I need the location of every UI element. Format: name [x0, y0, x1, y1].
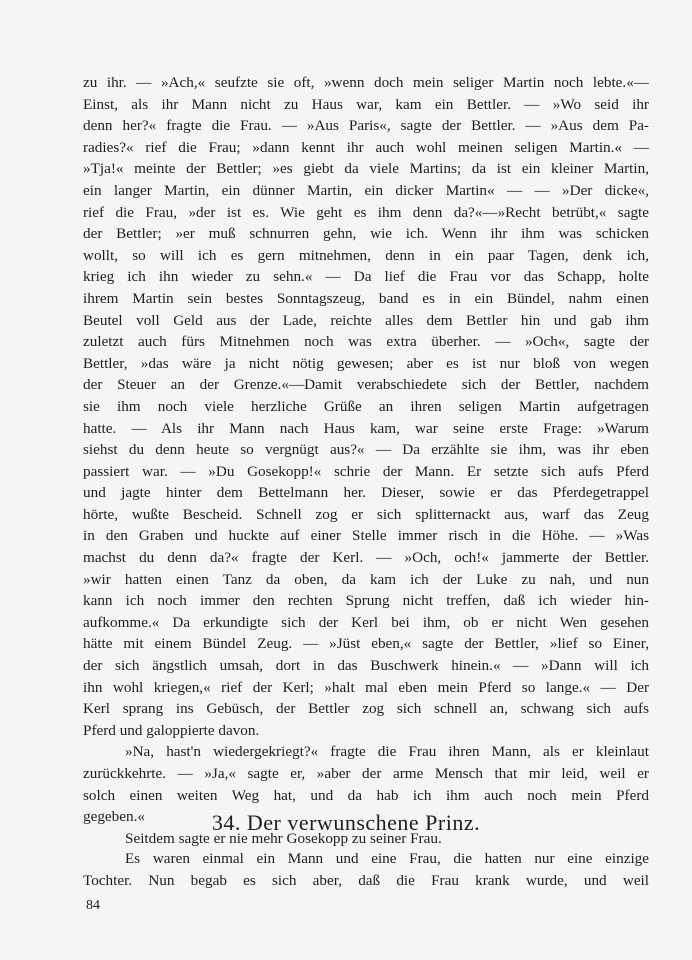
text-line: in den Graben und huckte auf einer Stelle immer risch in die Höhe. — »Was [83, 527, 649, 545]
text-line: siehst du denn heute so vergnügt aus?« — Da erzählte sie ihm, was ihr eben [83, 441, 649, 459]
text-line: krieg ich ihn wieder zu sehn.« — Da lief die Frau vor das Schapp, holte [83, 268, 649, 286]
text-line: Bettler, »das wäre ja nicht nötig gewesen; aber es ist nur bloß von wegen [83, 354, 649, 372]
new-story-text [83, 848, 649, 891]
text-line: sie ihm noch viele herzliche Grüße an ihren seligen Martin aufgetragen [83, 397, 649, 415]
text-line: hörte, wußte Bescheid. Schnell zog er sich splitternackt aus, warf das Zeug [83, 505, 649, 523]
text-line: kann ich noch immer den rechten Sprung nicht treffen, daß ich wieder hin- [83, 592, 649, 610]
text-line: Seitdem sagte er nie mehr Gosekopp zu seiner Frau. [125, 829, 442, 847]
text-line: gegeben.« [83, 808, 145, 826]
text-line: passiert war. — »Du Gosekopp!« schrie der Mann. Er setzte sich aufs Pferd [83, 462, 649, 480]
text-line: Beutel voll Geld aus der Lade, reichte alles dem Bettler hin und gab ihm [83, 311, 649, 329]
text-line: radies?« rief die Frau; »dann kennt ihr auch wohl meinen seligen Martin.« — [83, 138, 649, 156]
page-number: 84 [86, 898, 100, 913]
text-line: und jagte hinter dem Bettelmann her. Dieser, sowie er das Pferdegetrappel [83, 484, 649, 502]
text-line: wollt, so will ich es gern mitnehmen, denn in ein paar Tagen, denk ich, [83, 246, 649, 264]
text-line: solch einen weiten Weg hat, und da hab ich ihm auch noch mein Pferd [83, 786, 649, 804]
text-line: rief die Frau, »der ist es. Wie geht es ihm denn da?«—»Recht betrübt,« sagte [83, 203, 649, 221]
text-line: machst du denn da?« fragte der Kerl. — »Och, och!« jammerte der Bettler. [83, 549, 649, 567]
text-line: der Bettler; »er muß schnurren gehn, wie ich. Wenn ihr ihm was schicken [83, 225, 649, 243]
text-line: hatte. — Als ihr Mann nach Haus kam, war seine erste Frage: »Warum [83, 419, 649, 437]
text-line: ein langer Martin, ein dünner Martin, ein dicker Martin« — — »Der dicke«, [83, 181, 649, 199]
text-line: zurückkehrte. — »Ja,« sagte er, »aber der arme Mensch that mir leid, weil er [83, 765, 649, 782]
text-line: hätte mit einem Bündel Zeug. — »Jüst eben,« sagte der Bettler, »lief so Einer, [83, 635, 649, 653]
story-text [83, 72, 649, 849]
text-line: Es waren einmal ein Mann und eine Frau, die hatten nur eine einzige [125, 850, 649, 867]
text-line: ihrem Martin sein bestes Sonntagszeug, band es in ein Bündel, nahm einen [83, 289, 649, 307]
text-line: der Steuer an der Grenze.«—Damit verabschiedete sich der Bettler, nachdem [83, 376, 649, 394]
text-line: Kerl sprang ins Gebüsch, der Bettler zog sich schnell an, schwang sich aufs [83, 700, 649, 718]
text-line: zuletzt auch fürs Mitnehmen noch was extra überher. — »Och«, sagte der [83, 333, 649, 351]
text-line: denn her?« fragte die Frau. — »Aus Paris«, sagte der Bettler. — »Aus dem Pa- [83, 117, 649, 135]
text-line: der sich ängstlich umsah, dort in das Buschwerk hinein.« — »Dann will ich [83, 657, 649, 675]
text-line: ihn wohl kriegen,« rief der Kerl; »halt mal eben mein Pferd so lange.« — Der [83, 678, 649, 696]
text-line: Pferd und galoppierte davon. [83, 721, 260, 739]
text-line: »wir hatten einen Tanz da oben, da kam ich der Luke zu nah, und nun [83, 570, 649, 588]
text-line: »Tja!« meinte der Bettler; »es giebt da viele Martins; da ist ein kleiner Martin, [83, 160, 649, 178]
chapter-heading: 34. Der verwunschene Prinz. [211, 810, 481, 835]
text-line: zu ihr. — »Ach,« seufzte sie oft, »wenn doch mein seliger Martin noch lebte.«— [83, 74, 649, 91]
text-line: Tochter. Nun begab es sich aber, daß die Frau krank wurde, und weil [83, 871, 649, 889]
text-line: »Na, hast'n wiedergekriegt?« fragte die Frau ihren Mann, als er kleinlaut [125, 743, 649, 761]
text-line: Einst, als ihr Mann nicht zu Haus war, kam ein Bettler. — »Wo seid ihr [83, 95, 649, 113]
text-line: aufkomme.« Da erkundigte sich der Kerl bei ihm, ob er nicht Wen gesehen [83, 613, 649, 631]
